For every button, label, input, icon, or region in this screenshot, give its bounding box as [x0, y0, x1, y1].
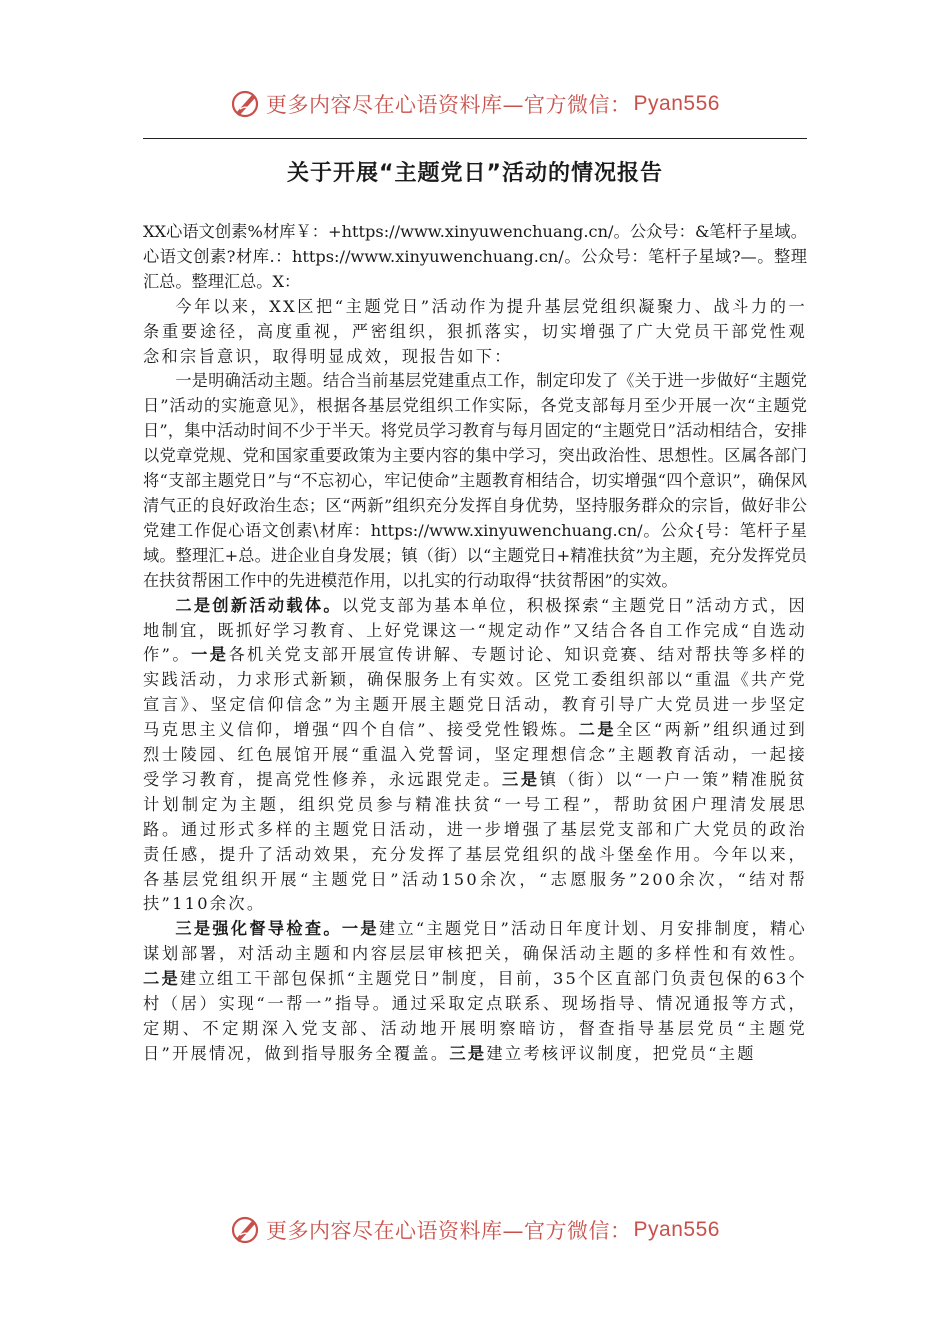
- banner-text: 更多内容尽在心语资料库—官方微信：: [266, 93, 632, 117]
- document-title: 关于开展“主题党日”活动的情况报告: [287, 161, 663, 186]
- banner-handle: Pyan556: [633, 92, 720, 115]
- section-two-heading: 二是创新活动载体。: [175, 595, 342, 615]
- source-note-paragraph: XX心语文创素%材库￥：+https://www.xinyuwenchuang.cn/。公众号：&笔杆子星域。心语文创素?材库.：https://www.xinyuwenchuang.cn/。公众号：笔杆子星域?—。整理汇总。整理汇总。X：: [143, 222, 807, 291]
- header-watermark-banner: [0, 84, 950, 124]
- banner-text: 更多内容尽在心语资料库—官方微信：: [266, 1219, 632, 1243]
- section-two-paragraph: 二是创新活动载体。以党支部为基本单位，积极探索“主题党日”活动方式，因地制宜，既抓好学习教育、上好党课这一“规定动作”又结合各自工作完成“自选动作”。一是各机关党支部开展宣传讲解、专题讨论、知识竞赛、结对帮扶等多样的实践活动，力求形式新颖，确保服务上有实效。区党工委组织部以“重温《共产党宣言》、坚定信仰信念”为主题开展主题党日活动，教育引导广大党员进一步坚定马克思主义信仰，增强“四个自信”、接受党性锻炼。二是全区“两新”组织通过到烈士陵园、红色展馆开展“重温入党誓词，坚定理想信念”主题教育活动，一起接受学习教育，提高党性修养，永远跟党走。三是镇（街）以“一户一策”精准脱贫计划制定为主题，组织党员参与精准扶贫“一号工程”，帮助贫困户理清发展思路。通过形式多样的主题党日活动，进一步增强了基层党支部和广大党员的政治责任感，提升了活动效果，充分发挥了基层党组织的战斗堡垒作用。今年以来，各基层党组织开展“主题党日”活动150余次，“志愿服务”200余次，“结对帮扶”110余次。: [143, 595, 807, 914]
- section-three-paragraph: 三是强化督导检查。一是建立“主题党日”活动日年度计划、月安排制度，精心谋划部署，对活动主题和内容层层审核把关，确保活动主题的多样性和有效性。二是建立组工干部包保抓“主题党日”制度，目前，35个区直部门负责包保的63个村（居）实现“一帮一”指导。通过采取定点联系、现场指导、情况通报等方式，定期、不定期深入党支部、活动地开展明察暗访，督查指导基层党员“主题党日”开展情况，做到指导服务全覆盖。三是建立考核评议制度，把党员“主题: [143, 919, 807, 1063]
- section-three-heading: 三是强化督导检查。: [175, 919, 342, 939]
- section-one-paragraph: 一是明确活动主题。结合当前基层党建重点工作，制定印发了《关于进一步做好“主题党日”活动的实施意见》，根据各基层党组织工作实际，各党支部每月至少开展一次“主题党日”，集中活动时间不少于半天。将党员学习教育与每月固定的“主题党日”活动相结合，安排以党章党规、党和国家重要政策为主要内容的集中学习，突出政治性、思想性。区属各部门将“支部主题党日”与“不忘初心，牢记使命”主题教育相结合，切实增强“四个意识”，确保风清气正的良好政治生态；区“两新”组织充分发挥自身优势，坚持服务群众的宗旨，做好非公党建工作促心语文创素\材库：https://www.xinyuwenchuang.cn/。公众{号：笔杆子星域。整理汇+总。进企业自身发展；镇（街）以“主题党日+精准扶贫”为主题，充分发挥党员在扶贫帮困工作中的先进模范作用，以扎实的行动取得“扶贫帮困”的实效。: [143, 371, 807, 590]
- pen-circle-logo-icon: [230, 89, 260, 119]
- banner-handle: Pyan556: [633, 1218, 720, 1241]
- footer-watermark-banner: [0, 1210, 950, 1250]
- header-divider: [143, 138, 807, 139]
- document-body: [143, 220, 807, 1067]
- pen-circle-logo-icon: [230, 1215, 260, 1245]
- intro-paragraph: 今年以来，XX区把“主题党日”活动作为提升基层党组织凝聚力、战斗力的一条重要途径，高度重视，严密组织，狠抓落实，切实增强了广大党员干部党性观念和宗旨意识，取得明显成效，现报告如下：: [143, 296, 807, 366]
